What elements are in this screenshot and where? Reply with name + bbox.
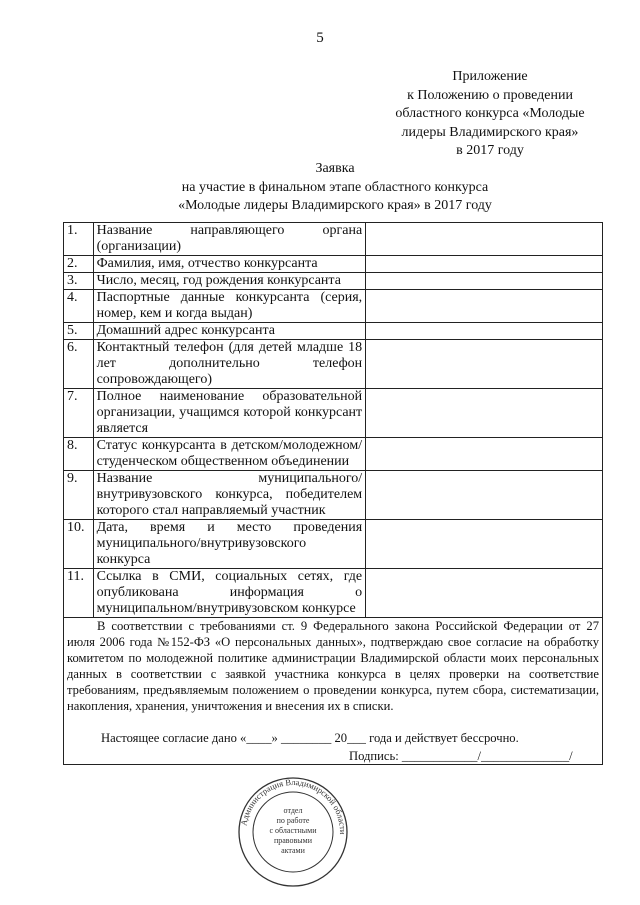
official-stamp bbox=[237, 776, 349, 888]
table-row bbox=[64, 471, 603, 520]
appendix-line: областного конкурса «Молодые bbox=[395, 106, 585, 121]
form-title-line: Заявка bbox=[315, 161, 355, 176]
row-value-field[interactable] bbox=[366, 273, 603, 290]
row-label: Контактный телефон (для детей младше 18 лет дополнительно телефон сопровождающего) bbox=[93, 340, 366, 389]
form-title bbox=[0, 160, 640, 216]
row-number: 7. bbox=[64, 389, 94, 438]
row-number: 2. bbox=[64, 256, 94, 273]
appendix-line: лидеры Владимирского края» bbox=[401, 124, 579, 140]
stamp-inner-line: с областными bbox=[269, 826, 317, 835]
row-label: Ссылка в СМИ, социальных сетях, где опубликована информация о муниципальном/внутривузовском конкурсе bbox=[93, 569, 366, 618]
row-label: Дата, время и место проведения муниципального/внутривузовского конкурса bbox=[93, 520, 366, 569]
table-row bbox=[64, 520, 603, 569]
row-label: Полное наименование образовательной организации, учащимся которой конкурсант является bbox=[93, 389, 366, 438]
table-row bbox=[64, 389, 603, 438]
row-value-field[interactable] bbox=[366, 438, 603, 471]
stamp-inner-line: актами bbox=[281, 846, 305, 855]
form-title-line: на участие в финальном этапе областного конкурса bbox=[181, 179, 489, 195]
table-row bbox=[64, 323, 603, 340]
row-number: 3. bbox=[64, 273, 94, 290]
signature-line: Подпись: ____________/______________/ bbox=[349, 749, 573, 763]
row-number: 8. bbox=[64, 438, 94, 471]
row-label: Домашний адрес конкурсанта bbox=[93, 323, 366, 340]
stamp-inner-line: по работе bbox=[276, 816, 310, 825]
appendix-line: к Положению о проведении bbox=[407, 87, 573, 103]
row-value-field[interactable] bbox=[366, 323, 603, 340]
stamp-inner-line: правовыми bbox=[273, 836, 313, 845]
row-value-field[interactable] bbox=[366, 223, 603, 256]
table-row bbox=[64, 273, 603, 290]
row-label: Название направляющего органа (организации) bbox=[93, 223, 366, 256]
appendix-line: Приложение bbox=[452, 69, 528, 84]
consent-row bbox=[64, 618, 603, 765]
table-row bbox=[64, 256, 603, 273]
table-row bbox=[64, 223, 603, 256]
row-number: 9. bbox=[64, 471, 94, 520]
consent-cell bbox=[64, 618, 603, 765]
stamp-inner-line: отдел bbox=[283, 806, 303, 815]
consent-agree-line: Настоящее согласие дано «____» ________ 20___ года и действует бессрочно. bbox=[101, 731, 519, 745]
stamp-outer-text: Администрация Владимирской области bbox=[238, 776, 349, 835]
row-number: 4. bbox=[64, 290, 94, 323]
row-label: Название муниципального/внутривузовского конкурса, победителем которого стал направляемый участник bbox=[93, 471, 366, 520]
row-label: Число, месяц, год рождения конкурсанта bbox=[93, 273, 366, 290]
consent-text: В соответствии с требованиями ст. 9 Федерального закона Российской Федерации от 27 июля 2006 года №152-ФЗ «О персональных данных», подтверждаю свое согласие на обработку комитетом по молодежной политике администрации Владимирской области моих персональных данных в соответствии с заявкой участника конкурса в целях проверки на соответствие требованиям, предъявляемым положением о проведении конкурса, путем сбора, систематизации, накопления, хранения, уничтожения и внесения их в списки. bbox=[67, 619, 599, 713]
row-value-field[interactable] bbox=[366, 520, 603, 569]
row-value-field[interactable] bbox=[366, 569, 603, 618]
table-row bbox=[64, 438, 603, 471]
row-number: 10. bbox=[64, 520, 94, 569]
row-number: 11. bbox=[64, 569, 94, 618]
row-value-field[interactable] bbox=[366, 340, 603, 389]
table-row bbox=[64, 290, 603, 323]
page-number: 5 bbox=[316, 30, 324, 46]
row-number: 6. bbox=[64, 340, 94, 389]
appendix-header bbox=[360, 68, 620, 161]
application-form-table bbox=[63, 222, 603, 765]
table-row bbox=[64, 569, 603, 618]
row-number: 5. bbox=[64, 323, 94, 340]
row-value-field[interactable] bbox=[366, 290, 603, 323]
row-value-field[interactable] bbox=[366, 389, 603, 438]
appendix-line: в 2017 году bbox=[456, 143, 524, 158]
row-label: Паспортные данные конкурсанта (серия, номер, кем и когда выдан) bbox=[93, 290, 366, 323]
row-value-field[interactable] bbox=[366, 256, 603, 273]
row-number: 1. bbox=[64, 223, 94, 256]
row-value-field[interactable] bbox=[366, 471, 603, 520]
form-title-line: «Молодые лидеры Владимирского края» в 2017 году bbox=[178, 198, 492, 213]
row-label: Статус конкурсанта в детском/молодежном/студенческом общественном объединении bbox=[93, 438, 366, 471]
table-row bbox=[64, 340, 603, 389]
row-label: Фамилия, имя, отчество конкурсанта bbox=[93, 256, 366, 273]
